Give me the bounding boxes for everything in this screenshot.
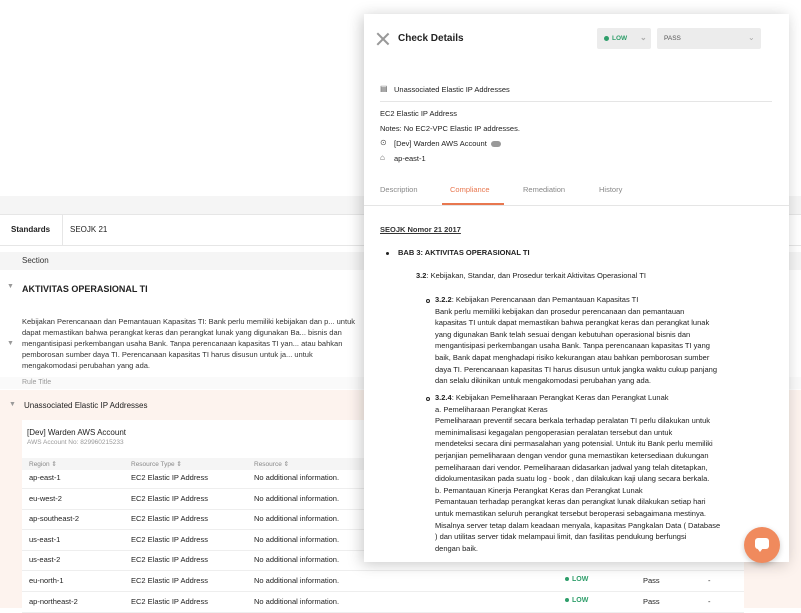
section-title: AKTIVITAS OPERASIONAL TI — [22, 284, 148, 294]
tab-history[interactable]: History — [599, 185, 623, 194]
item2-title: 3.2.4: Kebijakan Pemeliharaan Perangkat Keras dan Perangkat Lunak — [435, 393, 669, 402]
status-select[interactable] — [657, 28, 761, 49]
compliance-line: perjanjian pemeliharaan dengan vendor guna memastikan ketersediaan dukungan — [435, 450, 709, 460]
chevron-down-icon[interactable]: ▼ — [7, 283, 14, 290]
row-status: Pass — [643, 596, 660, 606]
row-resource: No additional information. — [254, 534, 340, 544]
chat-icon — [755, 538, 769, 549]
severity-dot — [604, 36, 609, 41]
account-name: [Dev] Warden AWS Account — [394, 139, 501, 148]
row-resource: No additional information. — [254, 596, 340, 606]
severity-dot — [565, 577, 569, 581]
region-value: ap-east-1 — [394, 154, 426, 163]
row-resource-type: EC2 Elastic IP Address — [131, 473, 208, 482]
compliance-line: pemeliharaan dari vendor. Pemeliharaan didasarkan jadwal yang telah ditetapkan, — [435, 462, 708, 472]
check-details-panel — [364, 14, 789, 562]
chevron-down-icon[interactable]: ▼ — [7, 340, 14, 347]
compliance-line: dengan baik. — [435, 543, 478, 553]
resource-type: EC2 Elastic IP Address — [380, 109, 457, 118]
compliance-line: meminimalisasi kegagalan pengoperasian peralatan tersebut dan untuk — [435, 427, 673, 437]
section-header-label: Section — [22, 256, 49, 265]
row-resource: No additional information. — [254, 493, 340, 503]
compliance-line: b. Pemantauan Kinerja Perangkat Keras dan Perangkat Lunak — [435, 485, 643, 495]
row-region: ap-east-1 — [29, 473, 61, 482]
account-name: [Dev] Warden AWS Account — [27, 428, 127, 437]
item1-body — [435, 306, 777, 387]
cloud-icon — [491, 141, 501, 147]
row-resource: No additional information. — [254, 555, 340, 565]
compliance-line: Pemeliharaan preventif secara berkala terhadap peralatan TI perlu dilakukan untuk — [435, 416, 711, 426]
account-number: AWS Account No: 829960215233 — [27, 439, 124, 446]
compliance-line: yang digunakan Bank telah sesuai dengan kebutuhan operasional bisnis dan — [435, 329, 691, 339]
item1-title: 3.2.2: Kebijakan Perencanaan dan Pemantauan Kapasitas TI — [435, 295, 639, 304]
bullet — [426, 397, 430, 401]
compliance-line: baik, Bank dapat menghadapi risiko kekurangan atau bahkan pemborosan sumber — [435, 352, 710, 362]
row-resource-type: EC2 Elastic IP Address — [131, 493, 208, 503]
compliance-line: kapasitas TI untuk dapat memastikan bahwa perangkat keras dan perangkat lunak — [435, 318, 710, 328]
compliance-line: Bank perlu memiliki kebijakan dan prosedur perencanaan dan pemantauan — [435, 306, 685, 316]
rule-title: Unassociated Elastic IP Addresses — [24, 401, 148, 410]
col-resource[interactable]: Resource ⇕ — [254, 461, 290, 468]
notes: Notes: No EC2-VPC Elastic IP addresses. — [380, 124, 520, 133]
row-region: ap-northeast-2 — [29, 596, 78, 606]
chat-button[interactable] — [744, 527, 780, 563]
rule-name: Unassociated Elastic IP Addresses — [394, 85, 510, 94]
section-paragraph: Kebijakan Perencanaan dan Pemantauan Kapasitas TI: Bank perlu memiliki kebijakan dan p... untuk dapat memastikan bahwa perangkat keras dan perangkat lunak yang digunakan Ba... bisnis dan mengantisipasi perkembangan usaha Bank. Tanpa perencanaan kapasitas TI yan... atau bahkan pemborosan sumber daya TI. Perencanaan kapasitas TI harus disusun untuk ja... untuk mengakomodasi perubahan yang ada. — [22, 317, 355, 370]
chevron-down-icon[interactable]: ▼ — [9, 401, 16, 408]
standards-select[interactable]: SEOJK 21 — [62, 215, 107, 245]
compliance-line: Misalnya server tetap dalam keadaan menyala, kapasitas Pangkalan Data ( Database — [435, 520, 721, 530]
rule-title-header-label: Rule Title — [22, 379, 52, 386]
row-severity: LOW — [565, 597, 588, 604]
row-region: ap-southeast-2 — [29, 514, 80, 524]
row-resource: No additional information. — [254, 576, 340, 585]
row-status: Pass — [643, 576, 660, 585]
sub-section: 3.2: Kebijakan, Standar, dan Prosedur terkait Aktivitas Operasional TI — [416, 271, 647, 280]
compliance-line: Pemantauan terhadap perangkat keras dan perangkat lunak dilakukan setiap hari — [435, 497, 706, 507]
compliance-heading[interactable]: SEOJK Nomor 21 2017 — [380, 225, 461, 234]
row-resource-type: EC2 Elastic IP Address — [131, 534, 208, 544]
divider — [380, 101, 772, 102]
row-resource-type: EC2 Elastic IP Address — [131, 596, 208, 606]
tab-bar — [364, 181, 789, 206]
row-region: eu-north-1 — [29, 576, 64, 585]
row-resource-type: EC2 Elastic IP Address — [131, 514, 208, 524]
compliance-line: a. Pemeliharaan Perangkat Keras — [435, 404, 548, 414]
compliance-line: mengantisipasi perkembangan usaha Bank. Tanpa perencanaan kapasitas TI yang — [435, 341, 710, 351]
compliance-line: ) dan utilitas server tidak melampaui limit, dan fasilitas pendukung berfungsi — [435, 532, 687, 542]
compliance-line: untuk memastikan seluruh perangkat tersebut beroperasi sebagaimana mestinya. — [435, 508, 706, 518]
row-region: us-east-2 — [29, 555, 61, 565]
row-extra: - — [708, 596, 711, 606]
region-icon: ⌂ — [380, 153, 385, 162]
location-pin-icon: ⊙ — [380, 138, 387, 147]
bab-title: BAB 3: AKTIVITAS OPERASIONAL TI — [398, 248, 530, 257]
row-extra: - — [708, 576, 711, 585]
compliance-line: mendeteksi secara dini permasalahan yang potensial. Untuk itu Bank perlu memiliki — [435, 439, 713, 449]
compliance-line: dan selalu dikinikan untuk mengakomodasi perubahan yang ada. — [435, 376, 651, 386]
standards-label: Standards — [11, 225, 51, 234]
severity-select[interactable] — [597, 28, 651, 49]
chevron-down-icon: ⌄ — [748, 33, 755, 42]
panel-title: Check Details — [398, 33, 464, 44]
compliance-line: didokumentasikan pada suatu log - book , dan dilakukan kaji ulang secara berkala. — [435, 474, 710, 484]
col-region[interactable]: Region ⇕ — [29, 461, 57, 468]
row-resource: No additional information. — [254, 514, 340, 524]
tab-compliance[interactable]: Compliance — [450, 185, 490, 194]
table-row[interactable] — [22, 592, 744, 613]
compliance-line: daya TI. Perencanaan kapasitas TI harus disusun untuk jangka waktu cukup panjang — [435, 364, 717, 374]
status-value: PASS — [664, 35, 681, 42]
col-resource-type[interactable]: Resource Type ⇕ — [131, 461, 182, 468]
row-resource-type: EC2 Elastic IP Address — [131, 576, 208, 585]
row-region: us-east-1 — [29, 534, 61, 544]
row-severity: LOW — [565, 576, 588, 583]
bullet — [386, 252, 389, 255]
rule-icon: ▤ — [380, 84, 388, 93]
severity-value: LOW — [612, 35, 628, 42]
row-region: eu-west-2 — [29, 493, 62, 503]
close-icon[interactable] — [376, 32, 390, 46]
table-row[interactable] — [22, 571, 744, 592]
severity-dot — [565, 598, 569, 602]
tab-description[interactable]: Description — [380, 185, 418, 194]
item2-body — [435, 404, 777, 555]
chevron-down-icon: ⌄ — [640, 33, 647, 42]
bullet — [426, 299, 430, 303]
row-resource-type: EC2 Elastic IP Address — [131, 555, 208, 565]
active-tab-indicator — [442, 203, 504, 205]
row-resource: No additional information. — [254, 473, 340, 482]
tab-remediation[interactable]: Remediation — [523, 185, 566, 194]
